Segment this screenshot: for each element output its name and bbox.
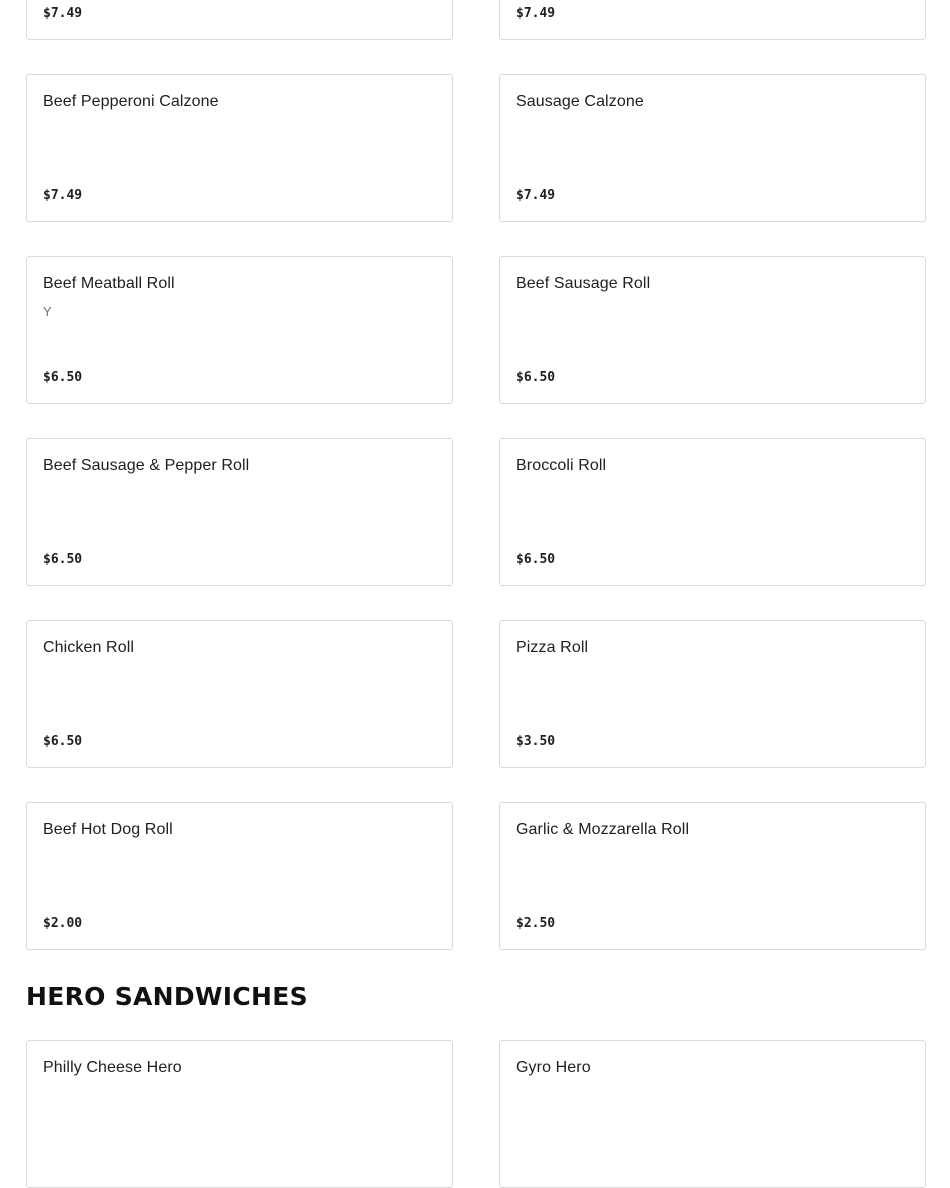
item-name: Pizza Roll [516, 639, 589, 656]
item-name: Sausage Calzone [516, 93, 644, 110]
menu-item-card[interactable] [26, 256, 453, 404]
menu-item-card[interactable] [26, 0, 453, 40]
item-name: Beef Meatball Roll [43, 275, 175, 292]
menu-item-card[interactable] [499, 256, 926, 404]
item-name: Beef Hot Dog Roll [43, 821, 173, 838]
item-name: Beef Pepperoni Calzone [43, 93, 219, 110]
menu-item-card[interactable] [26, 74, 453, 222]
menu-item-card[interactable] [26, 620, 453, 768]
item-price: $7.49 [43, 6, 83, 21]
item-price: $6.50 [43, 734, 83, 749]
item-price: $2.00 [43, 916, 83, 931]
item-name: Gyro Hero [516, 1059, 591, 1076]
item-price: $6.50 [516, 370, 556, 385]
menu-item-card[interactable] [499, 438, 926, 586]
item-price: $7.49 [516, 6, 556, 21]
item-name: Philly Cheese Hero [43, 1059, 182, 1076]
menu-item-card[interactable] [499, 802, 926, 950]
menu-item-card[interactable] [26, 802, 453, 950]
item-price: $7.49 [516, 188, 556, 203]
menu-item-card[interactable] [499, 0, 926, 40]
item-name: Beef Sausage & Pepper Roll [43, 457, 250, 474]
section-title-hero-sandwiches: HERO SANDWICHES [26, 982, 308, 1011]
item-description: Y [43, 304, 52, 319]
item-price: $6.50 [43, 370, 83, 385]
menu-item-card[interactable] [26, 438, 453, 586]
item-price: $6.50 [43, 552, 83, 567]
menu-item-card[interactable] [499, 620, 926, 768]
item-name: Broccoli Roll [516, 457, 607, 474]
item-price: $7.49 [43, 188, 83, 203]
menu-item-card[interactable] [26, 1040, 453, 1188]
item-price: $3.50 [516, 734, 556, 749]
item-name: Garlic & Mozzarella Roll [516, 821, 690, 838]
item-name: Beef Sausage Roll [516, 275, 651, 292]
item-name: Chicken Roll [43, 639, 135, 656]
item-price: $2.50 [516, 916, 556, 931]
menu-item-card[interactable] [499, 74, 926, 222]
item-price: $6.50 [516, 552, 556, 567]
menu-item-card[interactable] [499, 1040, 926, 1188]
